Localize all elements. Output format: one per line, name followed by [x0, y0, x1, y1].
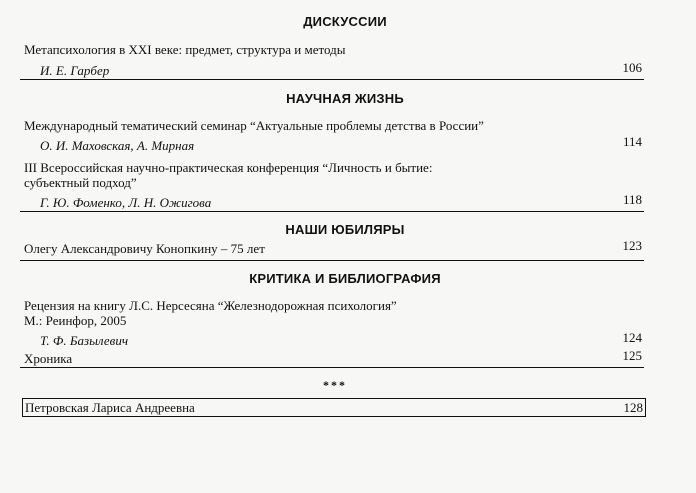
section-heading-criticism: КРИТИКА И БИБЛИОГРАФИЯ: [249, 271, 441, 286]
divider: [20, 79, 644, 80]
toc-entry-author: Т. Ф. Базылевич: [40, 333, 129, 348]
divider: [20, 211, 644, 212]
final-entry-box: [22, 398, 646, 417]
toc-entry-page: 106: [622, 60, 642, 75]
toc-entry-title-line1: III Всероссийская научно-практическая конференция “Личность и бытие:: [24, 160, 433, 175]
divider: [20, 260, 644, 261]
toc-entry-page: 114: [622, 134, 642, 149]
toc-entry-author: И. Е. Гарбер: [40, 63, 110, 78]
section-heading-anniversaries: НАШИ ЮБИЛЯРЫ: [285, 222, 405, 237]
toc-entry-title: Хроника: [24, 351, 73, 366]
toc-entry-page: 123: [622, 238, 642, 253]
toc-entry-title-line1: Рецензия на книгу Л.С. Нерсесяна “Железнодорожная психология”: [24, 298, 397, 313]
toc-entry-title: Международный тематический семинар “Актуальные проблемы детства в России”: [24, 118, 484, 133]
toc-entry-author: Г. Ю. Фоменко, Л. Н. Ожигова: [40, 195, 212, 210]
section-heading-scientific-life: НАУЧНАЯ ЖИЗНЬ: [286, 91, 404, 106]
toc-entry-page: 124: [622, 330, 642, 345]
separator-stars: ***: [323, 378, 347, 392]
section-heading-discussions: ДИСКУССИИ: [303, 14, 387, 29]
toc-entry-author: О. И. Маховская, А. Мирная: [40, 138, 195, 153]
toc-entry-page: 128: [623, 400, 643, 415]
divider: [20, 367, 644, 368]
toc-entry-title: Метапсихология в XXI веке: предмет, структура и методы: [24, 42, 346, 57]
toc-entry-title: Петровская Лариса Андреевна: [25, 400, 195, 415]
toc-entry-title-line2: М.: Реинфор, 2005: [24, 313, 127, 328]
toc-entry-title-line2: субъектный подход”: [24, 175, 137, 190]
toc-entry-page: 125: [622, 348, 642, 363]
toc-entry-title: Олегу Александровичу Конопкину – 75 лет: [24, 241, 265, 256]
toc-entry-page: 118: [622, 192, 642, 207]
